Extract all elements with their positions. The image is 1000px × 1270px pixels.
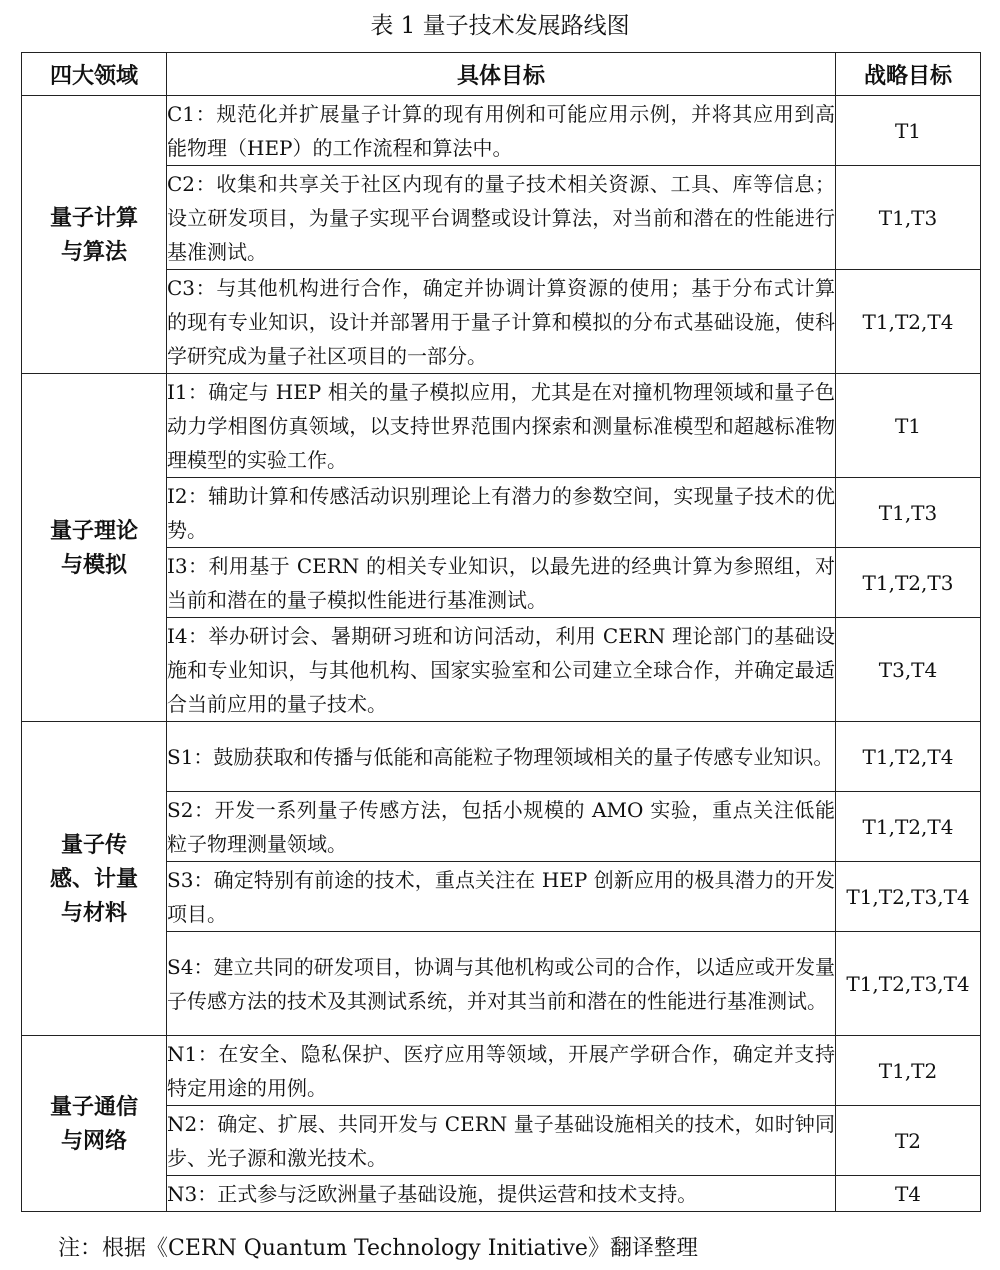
strategy-cell: T1 — [836, 374, 981, 478]
goal-cell: N1：在安全、隐私保护、医疗应用等领域，开展产学研合作，确定并支持特定用途的用例。 — [167, 1036, 836, 1106]
table-row — [22, 374, 981, 478]
goal-cell: S2：开发一系列量子传感方法，包括小规模的 AMO 实验，重点关注低能粒子物理测量领域。 — [167, 792, 836, 862]
goal-cell: S4：建立共同的研发项目，协调与其他机构或公司的合作，以适应或开发量子传感方法的技术及其测试系统，并对其当前和潜在的性能进行基准测试。 — [167, 932, 836, 1036]
strategy-cell: T1,T2,T3,T4 — [836, 862, 981, 932]
domain-cell — [22, 722, 167, 1036]
goal-cell: I3：利用基于 CERN 的相关专业知识，以最先进的经典计算为参照组，对当前和潜在的量子模拟性能进行基准测试。 — [167, 548, 836, 618]
goal-cell: S1：鼓励获取和传播与低能和高能粒子物理领域相关的量子传感专业知识。 — [167, 722, 836, 792]
strategy-cell: T1,T3 — [836, 478, 981, 548]
strategy-cell: T1,T2,T3,T4 — [836, 932, 981, 1036]
header-strategy: 战略目标 — [836, 53, 981, 96]
goal-cell: C3：与其他机构进行合作，确定并协调计算资源的使用；基于分布式计算的现有专业知识，设计并部署用于量子计算和模拟的分布式基础设施，使科学研究成为量子社区项目的一部分。 — [167, 270, 836, 374]
header-row — [22, 53, 981, 96]
domain-label-computing: 量子计算 与算法 — [49, 204, 138, 265]
domain-label-communication: 量子通信 与网络 — [49, 1093, 138, 1154]
roadmap-table — [21, 52, 981, 1212]
domain-cell — [22, 96, 167, 374]
strategy-cell: T1,T2,T4 — [836, 792, 981, 862]
goal-cell: I1：确定与 HEP 相关的量子模拟应用，尤其是在对撞机物理领域和量子色动力学相图仿真领域，以支持世界范围内探索和测量标准模型和超越标准物理模型的实验工作。 — [167, 374, 836, 478]
table-row — [22, 1036, 981, 1106]
goal-cell: N3：正式参与泛欧洲量子基础设施，提供运营和技术支持。 — [167, 1176, 836, 1212]
table-row — [22, 96, 981, 166]
domain-cell — [22, 1036, 167, 1212]
strategy-cell: T2 — [836, 1106, 981, 1176]
strategy-cell: T1,T2,T4 — [836, 722, 981, 792]
goal-cell: I4：举办研讨会、暑期研习班和访问活动，利用 CERN 理论部门的基础设施和专业知识，与其他机构、国家实验室和公司建立全球合作，并确定最适合当前应用的量子技术。 — [167, 618, 836, 722]
source-note: 注：根据《CERN Quantum Technology Initiative》翻译整理 — [58, 1236, 698, 1261]
goal-cell: C2：收集和共享关于社区内现有的量子技术相关资源、工具、库等信息；设立研发项目，为量子实现平台调整或设计算法，对当前和潜在的性能进行基准测试。 — [167, 166, 836, 270]
table-row — [22, 722, 981, 792]
domain-label-sensing: 量子传 感、计量 与材料 — [49, 831, 138, 926]
goal-cell: C1：规范化并扩展量子计算的现有用例和可能应用示例，并将其应用到高能物理（HEP）的工作流程和算法中。 — [167, 96, 836, 166]
header-domain: 四大领域 — [22, 53, 167, 96]
header-goal: 具体目标 — [167, 53, 836, 96]
domain-label-theory: 量子理论 与模拟 — [49, 517, 138, 578]
strategy-cell: T1 — [836, 96, 981, 166]
strategy-cell: T1,T3 — [836, 166, 981, 270]
strategy-cell: T4 — [836, 1176, 981, 1212]
strategy-cell: T1,T2,T4 — [836, 270, 981, 374]
strategy-cell: T3,T4 — [836, 618, 981, 722]
strategy-cell: T1,T2 — [836, 1036, 981, 1106]
goal-cell: N2：确定、扩展、共同开发与 CERN 量子基础设施相关的技术，如时钟同步、光子源和激光技术。 — [167, 1106, 836, 1176]
goal-cell: I2：辅助计算和传感活动识别理论上有潜力的参数空间，实现量子技术的优势。 — [167, 478, 836, 548]
table-title: 表 1 量子技术发展路线图 — [370, 13, 630, 39]
goal-cell: S3：确定特别有前途的技术，重点关注在 HEP 创新应用的极具潜力的开发项目。 — [167, 862, 836, 932]
domain-cell — [22, 374, 167, 722]
strategy-cell: T1,T2,T3 — [836, 548, 981, 618]
